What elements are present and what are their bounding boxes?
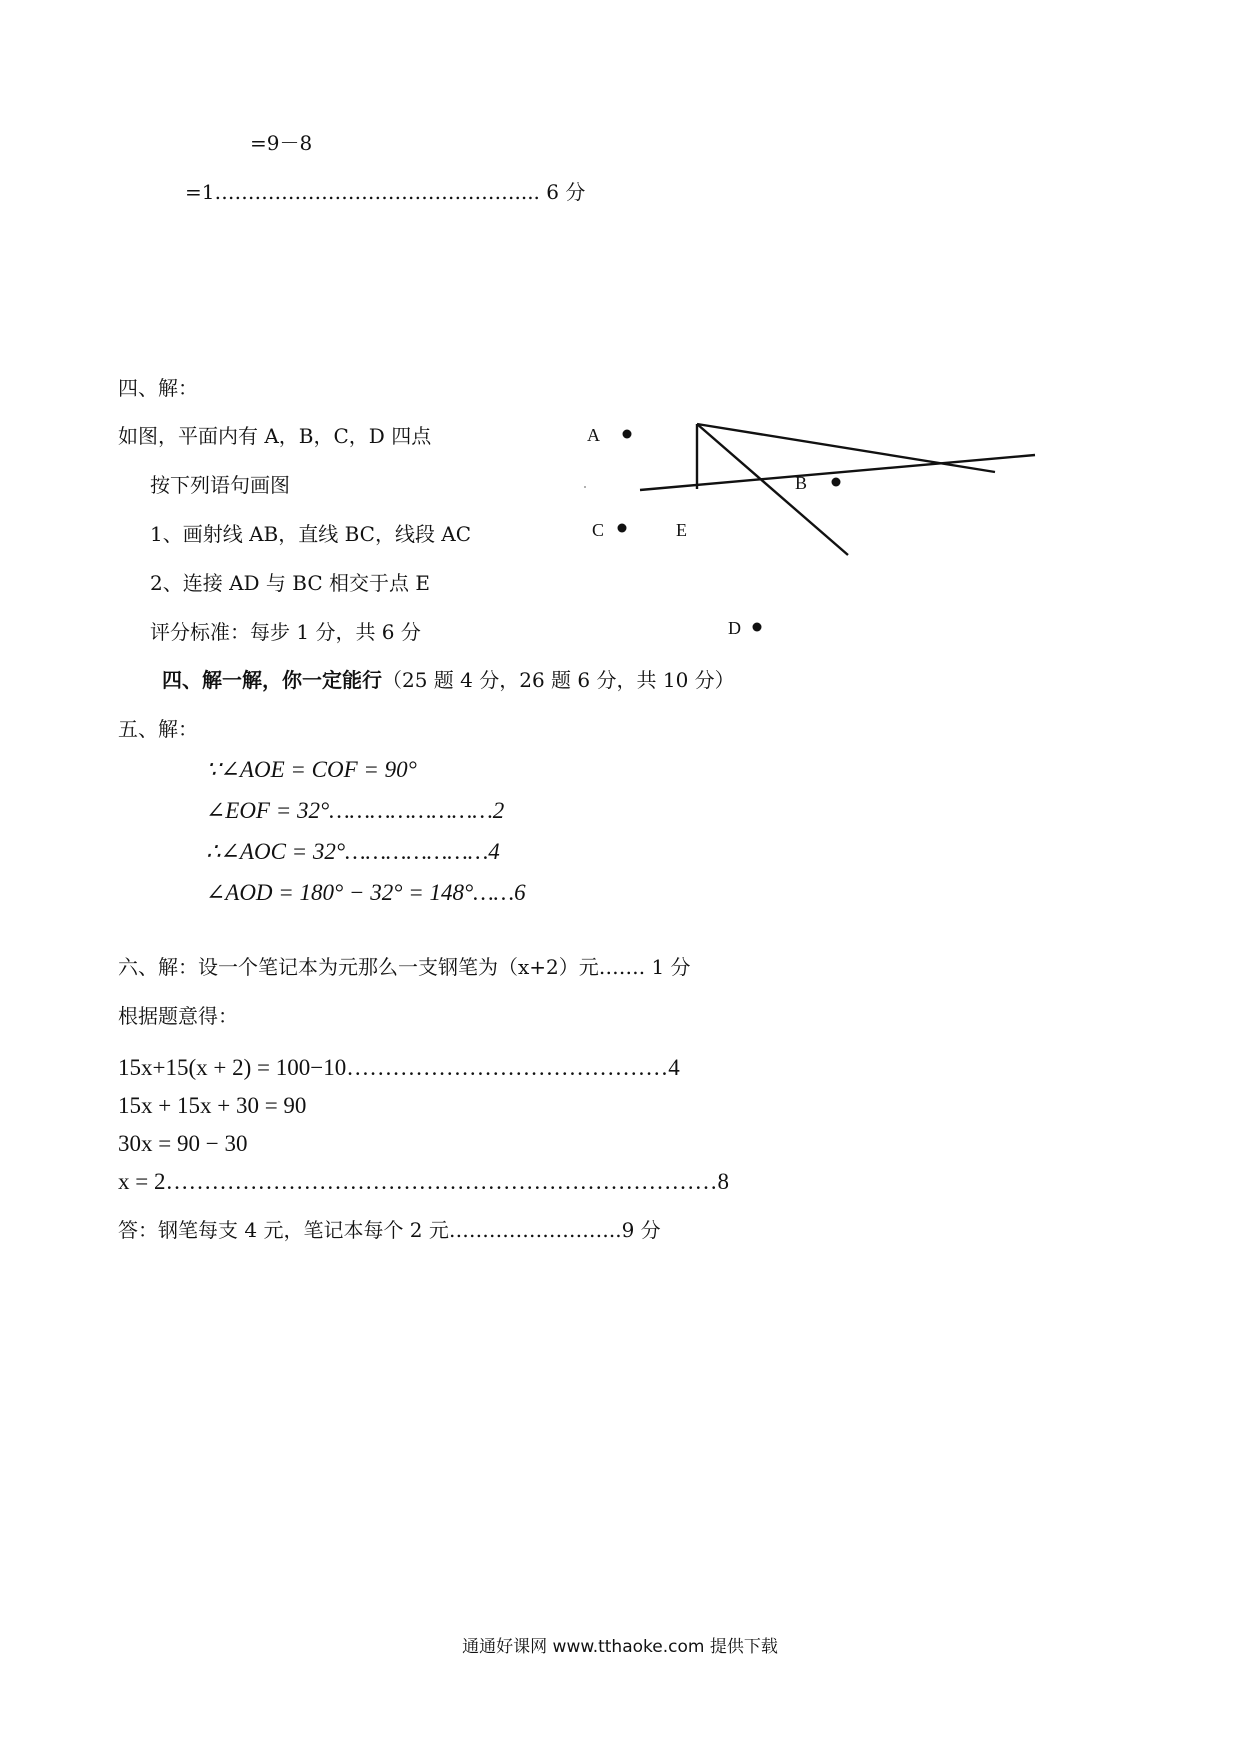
q4-step-1: 1、画射线 AB，直线 BC，线段 AC [150,522,472,546]
footer-source: 通通好课网 www.tthaoke.com 提供下载 [462,1637,778,1657]
q5-line-4: ∠AOD = 180° − 32° = 148°……6 [206,880,526,905]
q6-equation-3: 30x = 90 − 30 [118,1131,248,1156]
q5-line-1: ∵∠AOE = COF = 90° [206,757,417,782]
stray-dot [584,486,586,488]
q4-heading: 四、解： [118,376,198,400]
label-c: C [592,520,605,540]
q5-line-3: ∴∠AOC = 32°…………………4 [206,839,500,864]
q6-equation-2: 15x + 15x + 30 = 90 [118,1093,307,1118]
section-title-rest: （25 题 4 分，26 题 6 分，共 10 分） [382,668,735,692]
label-b: B [795,473,808,493]
q4-scoring: 评分标准：每步 1 分，共 6 分 [150,620,421,644]
section-title-bold: 四、解一解，你一定能行 [162,668,382,692]
q4-instruction: 按下列语句画图 [150,473,290,497]
ray-segment-top [697,424,995,472]
q5-heading: 五、解： [118,717,198,741]
point-c [618,524,627,533]
point-d [753,623,762,632]
calc-line-2: =1……………………………………….... 6 分 [185,180,586,204]
q4-step-2: 2、连接 AD 与 BC 相交于点 E [150,571,430,595]
label-e: E [676,520,687,540]
q6-answer: 答：钢笔每支 4 元，笔记本每个 2 元……………………..9 分 [118,1218,661,1242]
point-b [832,478,841,487]
q6-equation-1: 15x+15(x + 2) = 100−10……………………………………4 [118,1055,680,1080]
label-d: D [728,618,741,638]
point-a [623,430,632,439]
q4-intro: 如图，平面内有 A，B，C，D 四点 [118,424,432,448]
q6-equation-4: x = 2………………………………………………………………8 [118,1169,729,1194]
q6-basis: 根据题意得： [118,1004,238,1028]
calc-line-1: =9－8 [250,131,313,155]
section-title [162,667,735,693]
q5-line-2: ∠EOF = 32°……………………2 [206,798,505,823]
q6-heading: 六、解：设一个笔记本为元那么一支钢笔为（x+2）元……. 1 分 [118,955,691,979]
geometry-figure [0,0,1240,700]
label-a: A [587,425,600,445]
